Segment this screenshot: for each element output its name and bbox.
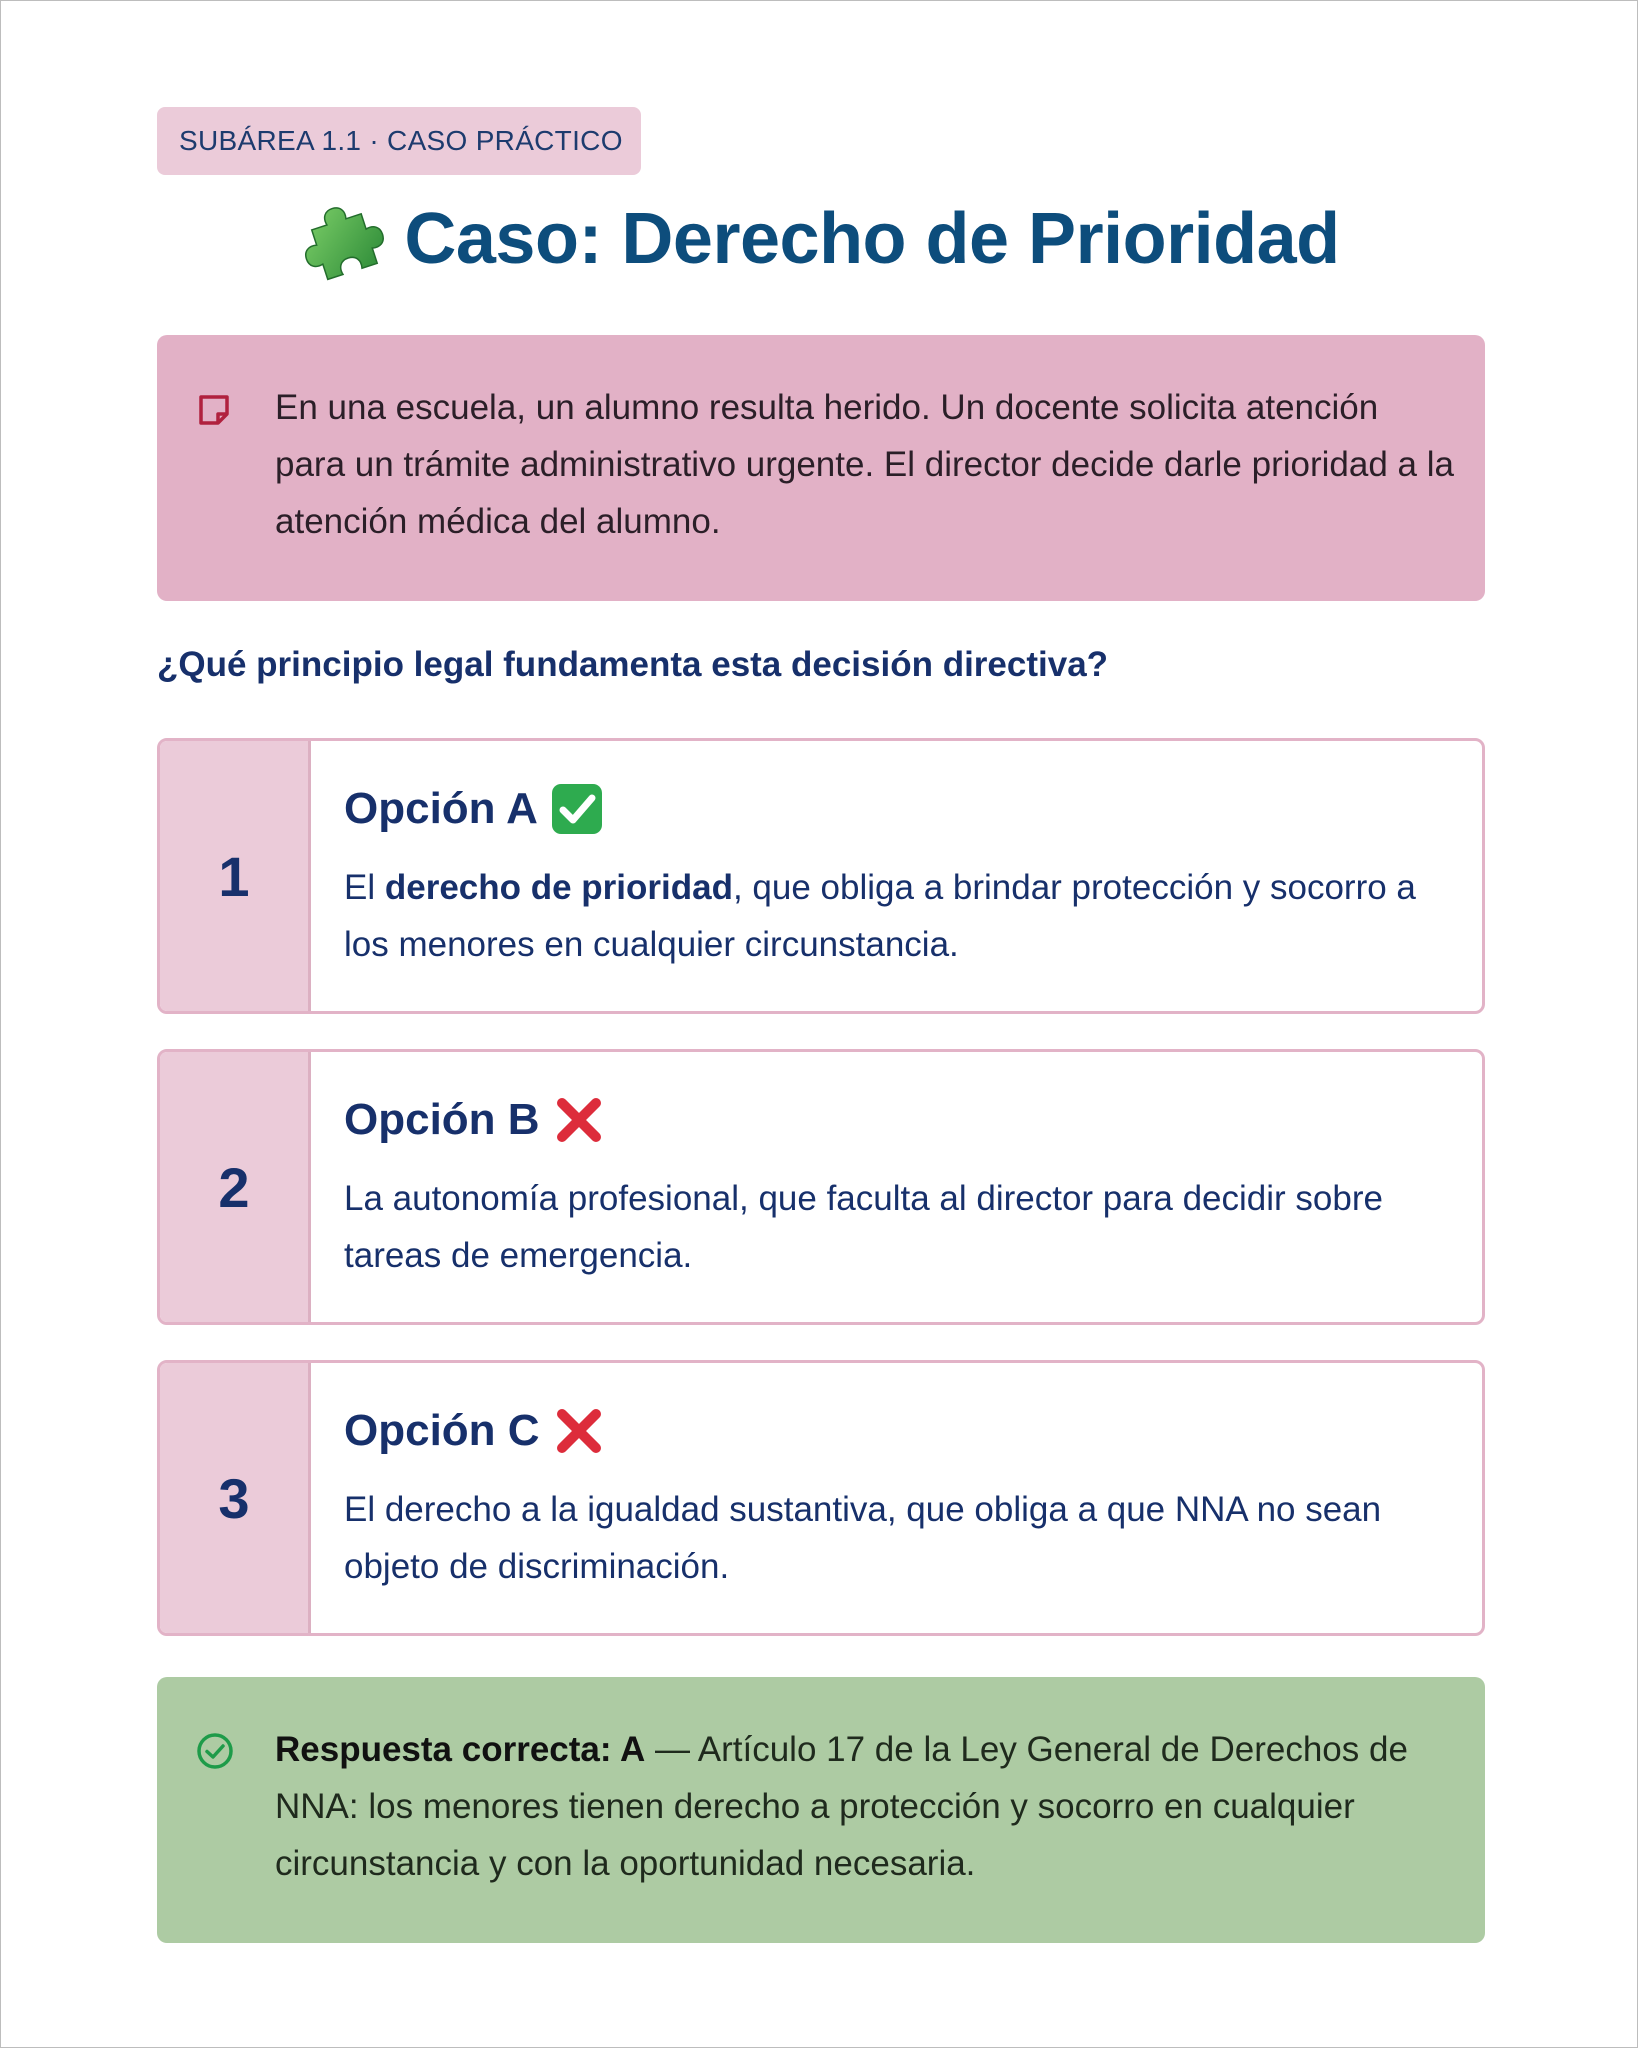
puzzle-piece-icon: [300, 197, 384, 281]
title-row: [1, 189, 1638, 289]
question-heading: ¿Qué principio legal fundamenta esta decisión directiva?: [157, 645, 1109, 684]
option-c-card[interactable]: [157, 1360, 1485, 1636]
cross-mark-icon: [552, 1404, 606, 1458]
answer-explanation: — Artículo 17 de la Ley General de Derechos de NNA: los menores tienen derecho a protección y socorro en cualquier circunstancia y con la oportunidad necesaria.: [275, 1730, 1408, 1883]
option-description-bold: derecho de prioridad: [384, 868, 733, 907]
option-number: 1: [160, 741, 311, 1011]
option-header: [344, 1090, 606, 1150]
scenario-text: En una escuela, un alumno resulta herido. Un docente solicita atención para un trámite administrativo urgente. El director decide darle prioridad a la atención médica del alumno.: [275, 388, 1454, 541]
option-description: El derecho a la igualdad sustantiva, que obliga a que NNA no sean objeto de discriminación.: [344, 1490, 1382, 1586]
check-circle-icon: [195, 1731, 235, 1771]
option-description: La autonomía profesional, que faculta al director para decidir sobre tareas de emergencia.: [344, 1179, 1383, 1275]
option-title: Opción A: [344, 784, 538, 833]
option-number: 2: [160, 1052, 311, 1322]
check-mark-icon: [550, 782, 604, 836]
option-b-card[interactable]: [157, 1049, 1485, 1325]
option-title: Opción B: [344, 1095, 540, 1144]
option-header: [344, 779, 604, 839]
answer-label: Respuesta correcta: A: [275, 1730, 646, 1769]
option-title: Opción C: [344, 1406, 540, 1455]
answer-text: [275, 1721, 1465, 1892]
cross-mark-icon: [552, 1093, 606, 1147]
page: [1, 1, 1638, 2049]
option-description: El derecho de prioridad, que obliga a brindar protección y socorro a los menores en cualquier circunstancia.: [344, 868, 1416, 964]
option-number: 3: [160, 1363, 311, 1633]
scenario-box: [157, 335, 1485, 601]
page-title: Caso: Derecho de Prioridad: [404, 199, 1340, 279]
option-header: [344, 1401, 606, 1461]
option-a-card[interactable]: [157, 738, 1485, 1014]
subarea-tag-label: SUBÁREA 1.1 · CASO PRÁCTICO: [179, 125, 623, 156]
note-icon: [197, 393, 231, 427]
subarea-tag: [157, 107, 641, 175]
answer-box: [157, 1677, 1485, 1943]
